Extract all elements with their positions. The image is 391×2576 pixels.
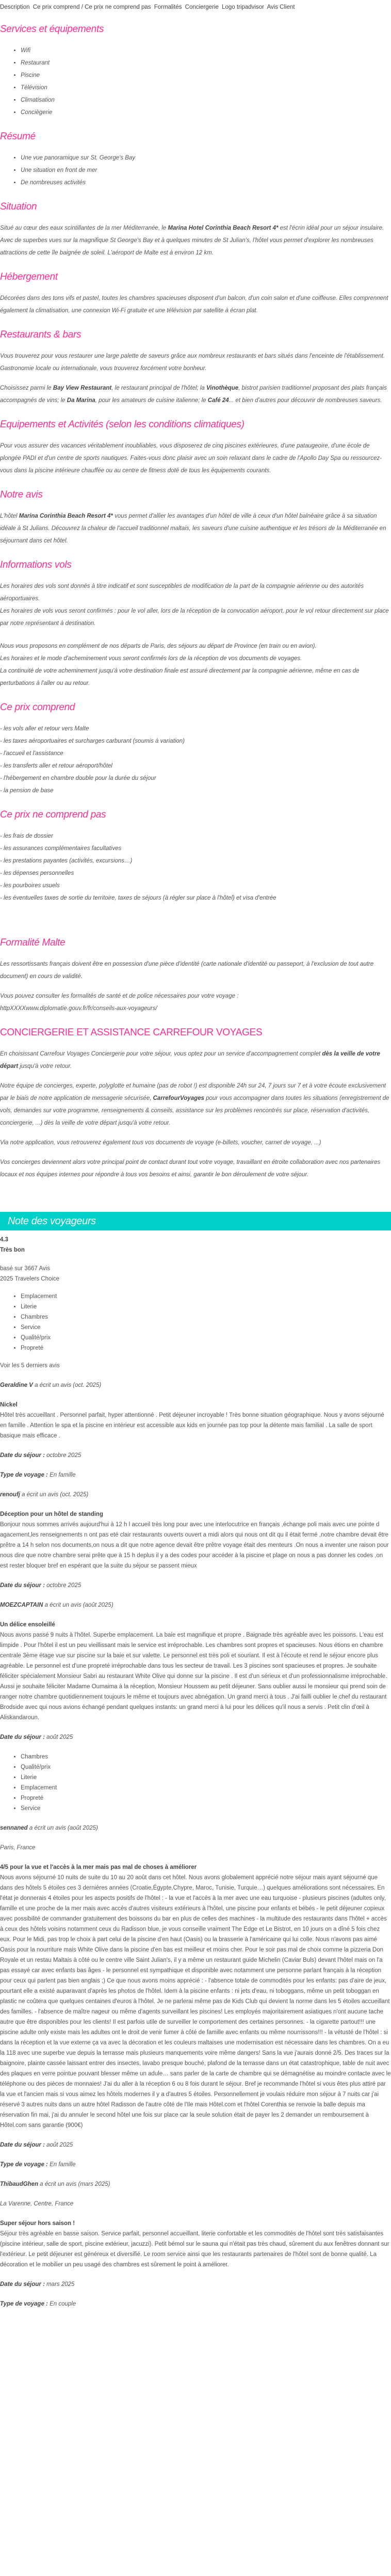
review <box>0 1490 391 1591</box>
list-item: - l'hébergement en chambre double pour la durée du séjour <box>0 775 156 781</box>
text: Notre équipe de concierges, experte, polyglotte et humaine (pas de robot !) est disponible 24h sur 24, 7 jours sur 7 et à votre écoute exclusivement par le biais de notre application de messagerie sécurisée, <box>0 1083 386 1101</box>
criterion: • Emplacement <box>21 1783 391 1793</box>
nav-tripadvisor-logo[interactable]: Logo tripadvisor <box>222 4 264 10</box>
list-item: • Piscine <box>21 69 391 82</box>
review-author <box>0 1600 391 1610</box>
review-count: basé sur 3667 Avis <box>0 1266 50 1272</box>
label: Date du séjour : <box>0 1452 45 1459</box>
review-date: a écrit un avis (août 2025) <box>27 1825 98 1831</box>
value: août 2025 <box>44 1734 73 1740</box>
nav-formalites[interactable]: Formalités <box>154 4 182 10</box>
author-name: Geraldine V <box>0 1382 33 1388</box>
prix-comprend-list <box>0 723 391 797</box>
spacer <box>0 904 391 925</box>
formalite-heading: Formalité Malte <box>0 937 66 948</box>
author-name: sennaned <box>0 1825 28 1831</box>
text: , le restaurant principal de l'hôtel; la <box>111 385 206 391</box>
hebergement-text: Décorées dans des tons vifs et pastel, toutes les chambres spacieuses disposent d'un balcon, d'un coin salon et d'une coiffeuse. Elles comprennent également la climatisation, une connexion Wi-Fi gratuite et une télévision par satellite à écran plat. <box>0 295 388 314</box>
situation-heading: Situation <box>0 201 37 212</box>
text: Situé au cœur des eaux scintillantes de la mer Méditerranée, le <box>0 225 168 231</box>
review-text: Nous avons séjourné 10 nuits de suite du 10 au 20 août dans cet hôtel. Nous avons globalement apprécié notre séjour mais ayant séjourné que dans des hôtels 5 étoiles ces 3 dernières années (Croatie,Égypte,Chypre, Maroc, Tunisie, Turquie…) quelques améliorations sont nécessaires. En l'état je donnerais 4 étoiles pour les aspects positifs de l'hôtel : - la vue et l'accès à la mer avec une eau turquoise - plusieurs piscines (adultes only, famille et une proche de la mer mais avec accès d'autres visiteurs extérieurs à l'hôtel, une piscine pour enfants et bébés - le petit déjeuner copieux avec possibilité de commander gratuitement des boissons du bar en plus de celles des machines - la multitude des restaurants dans l'hôtel + accès à ceux des hôtels voisins notamment ceux du Radisson blue, je vous conseille vraiment The Edge et Le Bistrot, en 10 jours on a dîné 5 fois chez eux. Pour le Midi, pas trop le choix à part celui de la piscine d'en haut (Oasis) ou la brasserie à l'américaine qui lui colle. Nous n'avons pas aimé Oasis pour la nourriture mais White Olive dans la piscine d'en bas est meilleur et moins cher. Pour le soir pas mal de choix comme la pizzeria Don Royale et un restau Maltais à côté ou le centre ville Saint Julian's, il y a même un restaurant guide Michelin (Caviar Buls) devant l'hôtel mais on l'a pas essayé car avec enfants bas âges - le personnel est sympathique et disponible avec notamment une personne parlant français à la réception pour ceux qui parlent pas bien anglais ;) Ce que nous avons moins apprécié : - l'absence totale de commodités pour les enfants: pas d'aire de jeux, pourtant elle a existé auparavant d'après les photos de l'hôtel. Idem à la piscine enfants : ni jets d'eau, ni toboggans, même un petit toboggan en plastic ne coûtera que quelques centaines d'euros à l'hôtel. Je ne parlerai même pas de Kids Club qui devient la norme dans les 5 étoiles accueillant des familles. - l'absence de maître nageur ou même d'agents surveillant les piscines! Les employés majoritairement asiatiques n'ont aucune tache autre que être disponibles pour les clients! Il est parfois utile de surveiller le comportement des certaines personnes. - la cigarette partout!!! une piscine adulte only existe mais les adultes ont le droit de venir fumer à côté de famille avec enfants ou même nourrissons!!! - la vétusté de l'hôtel : si dans la réception et la vue externe ça va avec la décoration et les couleurs maltaises une modernisation est nécessaire dans les chambres. On a eu la 118 avec une superbe vue depuis la terrasse mais plusieurs manquements voire même dangers! Sans la vue j'aurais donné 2/5. Des traces sur la baignoire, plainte cassée laissant entrer des insectes, lavabo presque bouché, plafond de la terrasse dans un état catastrophique, table de nuit avec des plaques en verre pointue pouvant blesser même un adule… sans parler de la carte de chambre qui se démagnétise au moindre contacte avec le téléphone ou des pièces de monnaies! J'ai du aller à la réception 6 ou 8 fois durant le séjour. Bref je recommande l'hôtel si vous êtes plus attiré par la vue et l'ancien mais si vous aimez les hôtels modernes il y a d'autres 5 étoiles. Personnellement je voulais réduire mon séjour à 7 nuits car j'ai réservé 3 autres nuits dans un autre hôtel Radisson de l'autre côté de l'Ile mais Hôtel.com et l'hôtel Corenthia se renvoie la balle depuis ma réservation fin mai, j'ai du annuler le second hôtel une fois sur place car la seule solution était de payer les 2 demander un remboursement à Hôtel.com sans garantie (900€) <box>0 1875 391 2129</box>
value: octobre 2025 <box>44 1582 82 1589</box>
value: En famille <box>47 1472 76 1478</box>
restaurant-name: Café 24 <box>207 397 229 404</box>
list-item: - les éventuelles taxes de sortie du territoire, taxes de séjours (à régler sur place à l'hôtel) et visa d'entrée <box>0 895 276 901</box>
list-item: • Une situation en front de mer <box>21 164 391 177</box>
text: Nous vous proposons en complément de nos départs de Paris, des séjours au départ de Province (en train ou en avion). <box>0 643 317 649</box>
review-author <box>0 1823 391 1833</box>
stay-date <box>0 1450 391 1461</box>
author-name: ThibaudGhen <box>0 2181 39 2187</box>
restaurants-text-1: Vous trouverez pour vous restaurer une large palette de saveurs grâce aux nombreux restaurants et bars situés dans l'enceinte de l'établissement. Gastronomie locale ou internationale, vous trouverez forcément votre bonheur. <box>0 353 385 372</box>
criterion: • Literie <box>21 1772 391 1783</box>
list-item: • Conciègerie <box>21 106 391 119</box>
text: vous permet d'allier les avantages d'un hôtel de ville à ceux d'un hôtel balnéaire grâce à sa situation idéale à St Julians. Découvrez la chaleur de l'accueil traditionnel maltais, les saveurs d'une cuisine authentique et les trésors de la Méditerranée en séjournant dans cet hôtel. <box>0 513 386 544</box>
diplomatie-link[interactable]: httpXXXXwww.diplomatie.gouv.fr/fr/conseils-aux-voyageurs/ <box>0 1005 157 1012</box>
restaurant-name: Da Marina <box>67 397 95 404</box>
text: , bistrot parisien traditionnel proposant des plats français accompagnés de vins; le <box>0 385 387 404</box>
text: En choisissant Carrefour Voyages Conciergerie pour votre séjour, vous optez pour un service d'accompagnement complet <box>0 1051 322 1057</box>
equipements-heading: Equipements et Activités (selon les conditions climatiques) <box>0 419 245 430</box>
nav-conciergerie[interactable]: Conciergerie <box>185 4 219 10</box>
criterion: • Service <box>21 1803 391 1814</box>
review <box>0 2179 391 2309</box>
value: mars 2025 <box>44 2281 75 2287</box>
hotel-name: Marina Hotel Corinthia Beach Resort 4* <box>168 225 279 231</box>
list-item: - la pension de base <box>0 788 54 794</box>
review-title: Super séjour hors saison ! <box>0 2220 75 2227</box>
review-location: La Varenne, Centre, France <box>0 2201 74 2207</box>
text: ... et bien d'autres pour découvrir de nombreuses saveurs. <box>229 397 382 404</box>
criterion: • Propreté <box>21 1343 391 1353</box>
hotel-name: Marina Corinthia Beach Resort 4* <box>19 513 113 519</box>
review-location: Paris, France <box>0 1845 36 1851</box>
restaurant-name: Bay View Restaurant <box>53 385 112 391</box>
see-last-reviews-link[interactable]: Voir les 5 derniers avis <box>0 1363 60 1369</box>
criterion: • Literie <box>21 1302 391 1312</box>
restaurants-heading: Restaurants & bars <box>0 329 82 340</box>
review <box>0 1823 391 2170</box>
emphasis: dès la veille de votre départ <box>0 1051 380 1069</box>
nav-prix[interactable]: Ce prix comprend / Ce prix ne comprend pas <box>32 4 151 10</box>
criterion: • Qualité/prix <box>21 1762 391 1772</box>
label: Date du séjour : <box>0 2281 45 2287</box>
author-name: renoufj <box>0 1492 20 1498</box>
notre-avis-text <box>0 510 391 547</box>
services-heading: Services et équipements <box>0 24 104 35</box>
criterion: • Propreté <box>21 1793 391 1803</box>
label: Type de voyage : <box>0 2162 48 2168</box>
list-item: • Télévision <box>21 82 391 94</box>
label: Date du séjour : <box>0 1734 45 1740</box>
text: La continuité de votre acheminement jusqu'à votre destination finale est assuré directement par la compagnie aérienne, même en cas de perturbations à l'aller ou au retour. <box>0 668 360 686</box>
review <box>0 1600 391 1814</box>
rating-score: 4.3 <box>0 1237 8 1243</box>
review-date: a écrit un avis (oct. 2025) <box>20 1492 89 1498</box>
restaurant-name: Vinothèque <box>206 385 239 391</box>
review-title: 4/5 pour la vue et l'accès à la mer mais pas mal de choses à améliorer <box>0 1864 197 1870</box>
review-text: Bonjour nous sommes arrivés aujourd'hui à 12 h l accueil très long pour avec une interlocutrice en français ,échange poli mais avec une pointe d agacement,les renseignements n ont pas eté clair restaurants ouverts ouvert a midi alors qui nous ont dit qu il était fermé ,notre chambre devait être prêtre a 14 h selon nos documents,on nous a dit que notre agence devait être prêtre voyage était des menteurs .On nous a inventer une raison pour nous dire que notre chambre serai prête que à 15 h deplus il y a des codes pour accéder à la piscine et plage on nous a pas donner les codes ,on est rester bloquer bref en espérant que la suite du séjour se passent mieux <box>0 1522 389 1569</box>
review-text: Séjour très agréable en basse saison. Service parfait, personnel accueillant, literie confortable et les commodités de l'hôtel sont très satisfaisantes (piscine intérieur, salle de sport, piscine extérieur, jacuzzi). Petit bémol sur le sauna qui n'était pas très chaud, sûrement du aux fenêtres donnant sur l'extérieur. Le petit déjeuner est généreux et diversifié. Le room service ainsi que les restaurants partenaires de l'hôtel sont de bonne qualité. La décoration et le mobilier un peu usagé des chambres est sûrement le point à améliorer. <box>0 2231 389 2268</box>
review <box>0 1380 391 1480</box>
vols-text-1 <box>0 580 391 630</box>
list-item: - les frais de dossier <box>0 833 53 839</box>
reviews-banner: Note des voyageurs <box>0 1212 391 1230</box>
text: L'hôtel <box>0 513 19 519</box>
formalite-text-2 <box>0 990 391 1015</box>
formalite-text-1: Les ressortissants français doivent être en possession d'une pièce d'identité (carte nationale d'identité ou passeport, à l'exclusion de tout autre document) en cours de validité. <box>0 961 374 980</box>
nav-description[interactable]: Description <box>0 4 30 10</box>
trip-type <box>0 1470 391 1480</box>
label: Type de voyage : <box>0 1472 48 1478</box>
list-item: - les transferts aller et retour aéroport/hôtel <box>0 763 112 769</box>
review-title: Déception pour un hôtel de standing <box>0 1511 103 1517</box>
prix-comprend-heading: Ce prix comprend <box>0 702 75 713</box>
conciergerie-text-2 <box>0 1080 391 1129</box>
stay-date <box>0 1732 391 1742</box>
list-item: - les prestations payantes (activités, excursions…) <box>0 858 133 864</box>
situation-text <box>0 222 391 259</box>
resume-heading: Résumé <box>0 131 36 142</box>
list-item: • Une vue panoramique sur St. George's Bay <box>21 152 391 164</box>
value: En couple <box>47 2301 76 2307</box>
restaurants-text-2 <box>0 382 391 407</box>
services-list <box>0 44 391 119</box>
stay-date <box>0 1580 391 1591</box>
label: Type de voyage : <box>0 2301 48 2307</box>
text: est l'écrin idéal pour un séjour insulaire. Avec de superbes vues sur la magnifique St George's Bay et à quelques minutes de St Julian's, l'hôtel vous permet d'explorer les nombreuses attractions de cette île baignée de soleil. L'aéroport de Malte est à environ 12 km. <box>0 225 384 256</box>
list-item: • De nombreuses activités <box>21 177 391 189</box>
conciergerie-text-1 <box>0 1048 391 1073</box>
award-badge: 2025 Travelers Choice <box>0 1276 60 1282</box>
notre-avis-heading: Notre avis <box>0 489 43 500</box>
label: Date du séjour : <box>0 1582 45 1589</box>
trip-type <box>0 2159 391 2170</box>
rating-summary <box>0 1235 391 1284</box>
text: Choisissez parmi le <box>0 385 53 391</box>
author-name: MOEZCAPTAIN <box>0 1602 43 1608</box>
review-text: Hôtel très accueillant . Personnel parfait, hyper attentionné . Petit déjeuner incroyable ! Très bonne situation géographique. Nous y avons séjourné en famille . Attention le spa et la piscine en intérieur est accessible aux kids en journée pas top pour la détente mais familial . La salle de sport basique mais efficace . <box>0 1412 384 1439</box>
hebergement-heading: Hébergement <box>0 271 58 282</box>
list-item: - les taxes aéroportuaires et surcharges carburant (soumis à variation) <box>0 738 185 744</box>
vols-text-2 <box>0 640 391 690</box>
criterion: • Chambres <box>21 1752 391 1762</box>
text: pour vous accompagner dans toutes les situations (enregistrement de vols, demandes sur votre programme, renseignements & conseils, assistance sur les problèmes rencontrés sur place, réservation d'activités, conciergerie, ...) dès la veille de votre départ jusqu'à votre retour. <box>0 1095 389 1126</box>
review-title: Un délice ensoleillé <box>0 1622 55 1628</box>
list-item: - les vols aller et retour vers Malte <box>0 726 89 732</box>
review-author <box>0 1380 391 1390</box>
resume-list <box>0 152 391 189</box>
list-item: - l'accueil et l'assistance <box>0 750 63 757</box>
review-text: Nous avons passé 9 nuits à l'hôtel. Superbe emplacement. La baie est magnifique et propre . Baignade très agréable avec les poissons. L'eau est limpide . Pour l'hôtel il est un peu vieillissant mais le service est irréprochable. Les chambres sont propres et spacieuses. Nous étions en chambre centrale 3ème étage vue sur piscine sur la baie et sur valette. Le personnel est très poli et souriant. Il est à l'écoute et rend le séjour encore plus agréable. Le personnel est d'une propreté irréprochable dans tous les secteur de travail. Les 3 piscines sont spacieuses et propres. Je souhaite féliciter spécialement Monsieur Sabri au restaurant White Olive qui donne sur la piscine . Il est d'un sérieux et d'un professionnalisme irréprochable. Aussi je souhaite féliciter Madame Oumaima à la réception, Monsieur Houssem au petit déjeuner. Sans oublier aussi le monsieur qui prend soin de ranger notre chambre quotidiennement toujours le même et toujours avec abnégation. Un grand merci à tous . J'ai failli oublier le chef du restaurant Brodside avec qui nous avions échangé pendant quelques instants: un grand merci à lui pour les délices qu'il nous a servis . Petit clin d'œil à Aliskandaroun. <box>0 1632 387 1721</box>
trip-type <box>0 2299 391 2309</box>
review-date: a écrit un avis (oct. 2025) <box>32 1382 102 1388</box>
value: octobre 2025 <box>44 1452 82 1459</box>
list-item: - les dépenses personnelles <box>0 870 74 876</box>
value: En famille <box>47 2162 76 2168</box>
review-date: a écrit un avis (août 2025) <box>43 1602 113 1608</box>
conciergerie-text-4: Vos concierges deviennent alors votre principal point de contact durant tout votre voyage, travaillant en étroite collaboration avec nos partenaires locaux et nos équipes internes pour répondre à tous vos besoins et ainsi, garantir le bon déroulement de votre séjour. <box>0 1159 381 1178</box>
review-criteria <box>0 1752 391 1814</box>
equipements-text: Pour vous assurer des vacances véritablement inoubliables, vous disposerez de cinq piscines extérieures, d'une pataugeoire, d'une école de plongée PADI et d'un centre de sports nautiques. Faites-vous donc plaisir avec un soin relaxant dans le cadre de l'Apollo Day Spa ou ressourcez-vous dans la piscine intérieure chauffée ou au centre de fitness doté de tous les équipements courants. <box>0 443 382 474</box>
rating-criteria <box>0 1291 391 1353</box>
text: , pour les amateurs de cuisine italienne; le <box>95 397 208 404</box>
list-item: - les pourboires usuels <box>0 883 60 889</box>
list-item: - les assurances complémentaires facultatives <box>0 845 122 852</box>
stay-date <box>0 2140 391 2150</box>
criterion: • Emplacement <box>21 1291 391 1302</box>
review-date: a écrit un avis (mars 2025) <box>38 2181 110 2187</box>
criterion: • Qualité/prix <box>21 1333 391 1343</box>
text: jusqu'à votre retour. <box>18 1063 72 1069</box>
label: Date du séjour : <box>0 2142 45 2148</box>
text: Les horaires et le mode d'acheminement vous seront confirmés lors de la réception de vos documents de voyages. <box>0 655 302 662</box>
criterion: • Service <box>21 1322 391 1333</box>
app-name: CarrefourVoyages <box>153 1095 204 1101</box>
list-item: • Wifi <box>21 44 391 57</box>
rating-label: Très bon <box>0 1247 25 1253</box>
value: août 2025 <box>44 2142 73 2148</box>
section-nav <box>0 0 391 11</box>
list-item: • Restaurant <box>21 57 391 69</box>
stay-date <box>0 2279 391 2290</box>
vols-heading: Informations vols <box>0 559 72 570</box>
prix-ne-comprend-list <box>0 830 391 904</box>
criterion: • Chambres <box>21 1312 391 1322</box>
conciergerie-text-3: Via notre application, vous retrouverez également tous vos documents de voyage (e-billets, voucher, carnet de voyage, ...) <box>0 1140 321 1146</box>
review-title: Nickel <box>0 1402 18 1408</box>
conciergerie-heading: CONCIERGERIE ET ASSISTANCE CARREFOUR VOYAGES <box>0 1027 263 1038</box>
prix-ne-comprend-heading: Ce prix ne comprend pas <box>0 809 106 820</box>
review-author <box>0 1490 391 1500</box>
text: Vous pouvez consulter les formalités de santé et de police nécessaires pour votre voyage : <box>0 993 239 999</box>
text: Les horaires de vols vous seront confirmés : pour le vol aller, lors de la réception de la convocation aéroport, pour le vol retour directement sur place par notre représentant à destination. <box>0 608 389 627</box>
nav-avis-client[interactable]: Avis Client <box>267 4 295 10</box>
review-author <box>0 2179 391 2189</box>
text: Les horaires des vols sont donnés à titre indicatif et sont susceptibles de modification de la part de la compagnie aérienne ou des autorités aéroportuaires. <box>0 583 364 602</box>
list-item: • Climatisation <box>21 94 391 106</box>
